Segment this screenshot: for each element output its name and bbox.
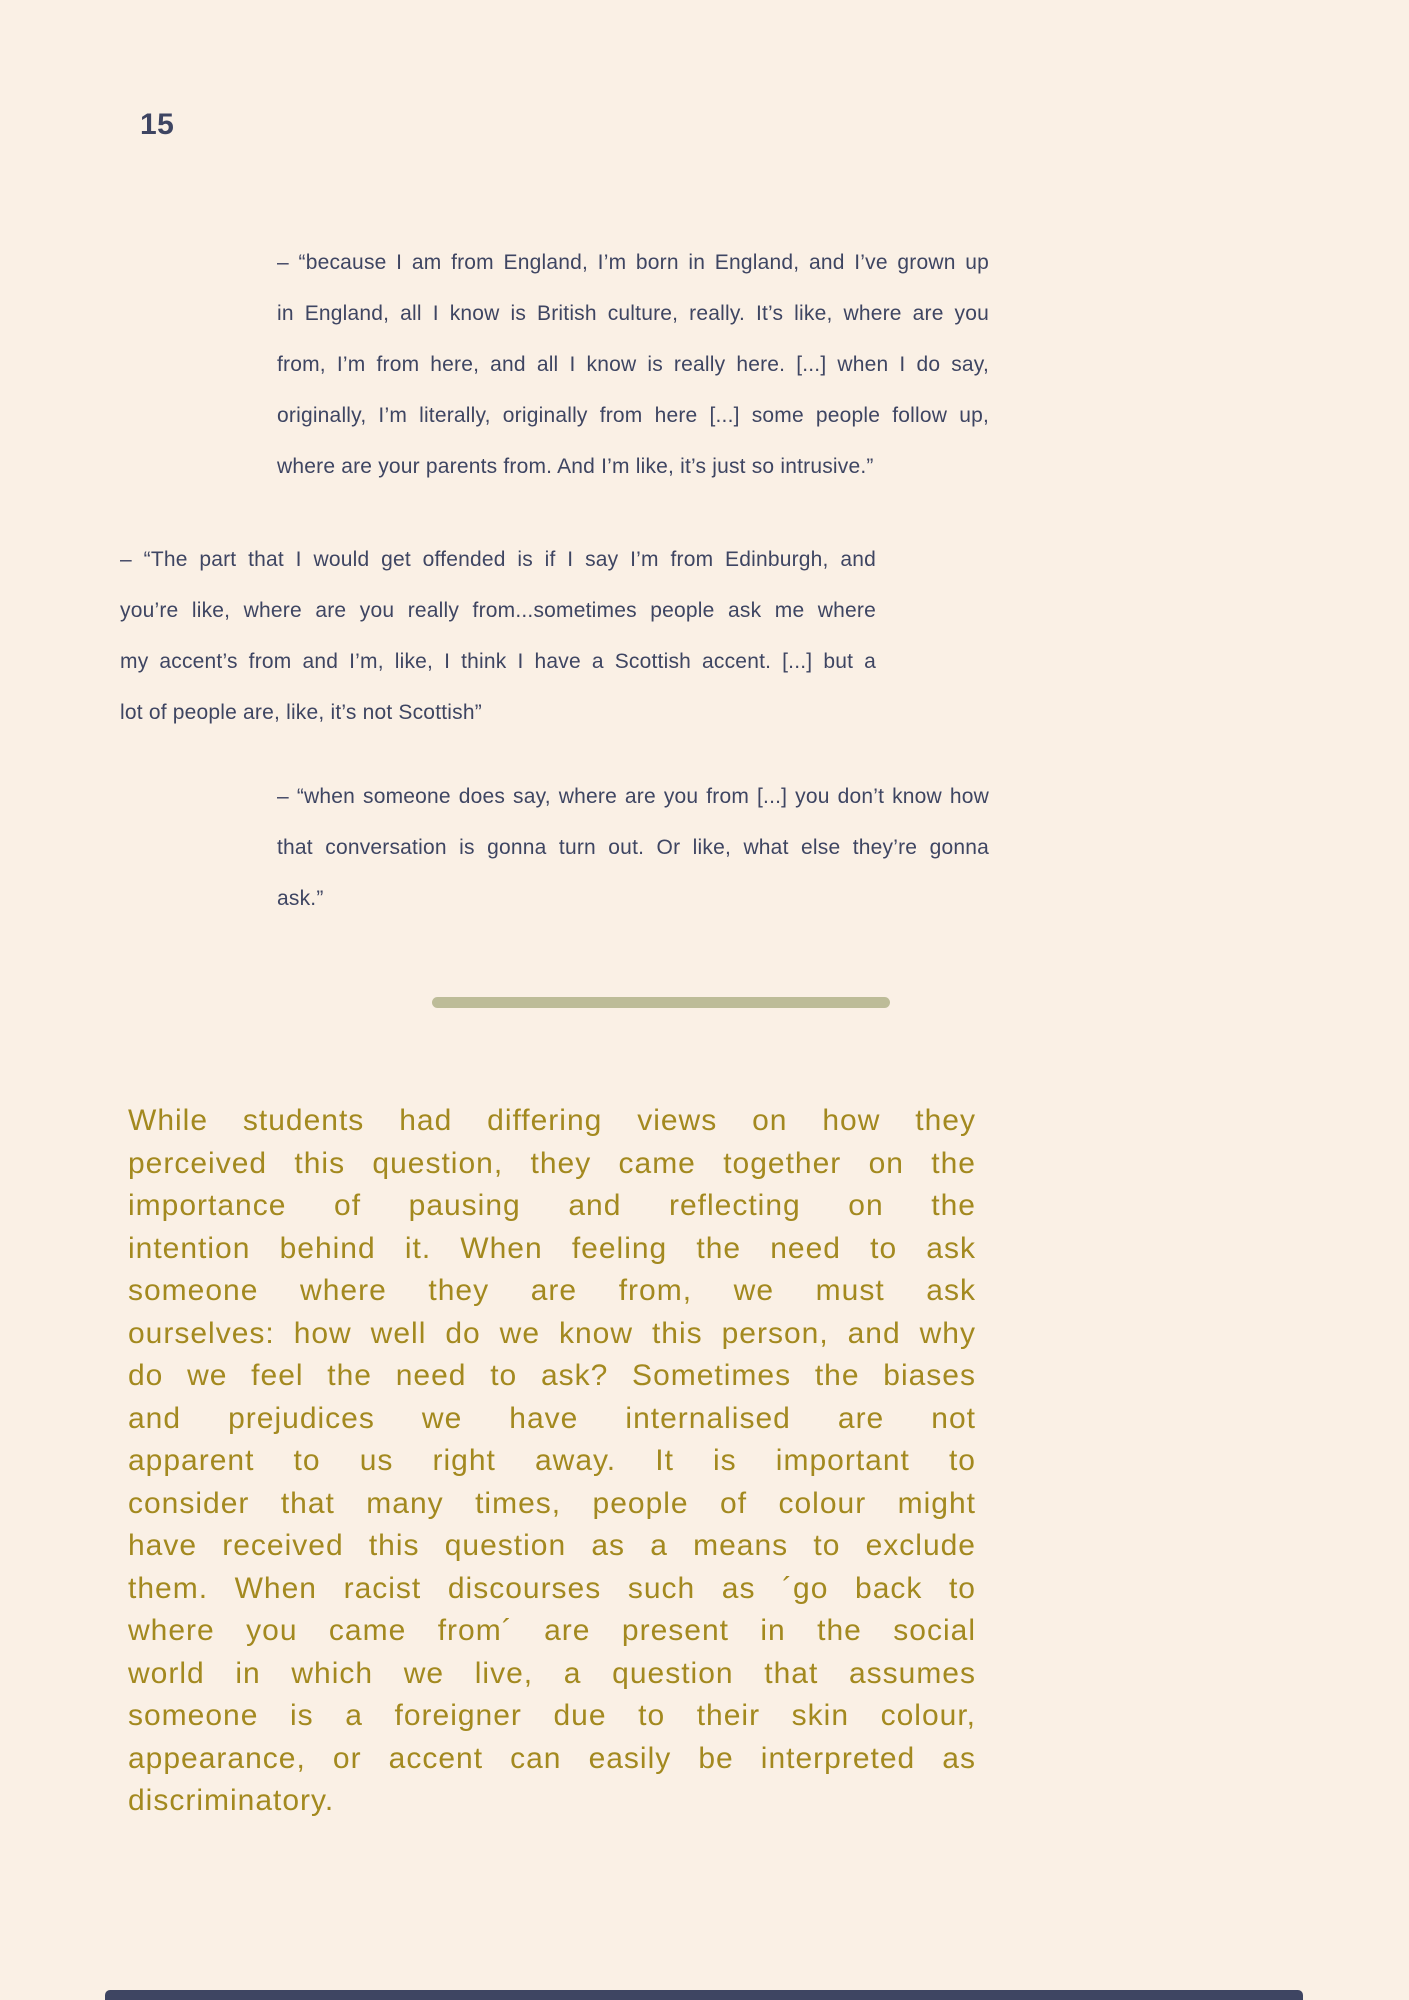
footer-bar: [105, 1990, 1303, 2000]
text-line: – “because I am from England, I’m born in England, and I’ve grown up: [277, 251, 989, 274]
text-line: have received this question as a means to exclude: [128, 1529, 976, 1562]
text-line: do we feel the need to ask? Sometimes the biases: [128, 1359, 976, 1392]
text-line: lot of people are, like, it’s not Scottish”: [120, 701, 482, 724]
text-line: that conversation is gonna turn out. Or like, what else they’re gonna: [277, 836, 989, 859]
text-line: perceived this question, they came together on the: [128, 1146, 976, 1180]
quote-block-england: [277, 237, 989, 492]
text-line: – “The part that I would get offended is if I say I’m from Edinburgh, and: [120, 548, 876, 571]
text-line: appearance, or accent can easily be interpreted as: [128, 1741, 976, 1775]
text-line: from, I’m from here, and all I know is really here. [...] when I do say,: [277, 353, 989, 376]
text-line: apparent to us right away. It is important to: [128, 1444, 976, 1477]
divider-line: [432, 997, 890, 1008]
text-line: world in which we live, a question that assumes: [128, 1656, 976, 1690]
text-line: someone is a foreigner due to their skin colour,: [128, 1699, 976, 1732]
text-line: where are your parents from. And I’m like, it’s just so intrusive.”: [277, 455, 874, 478]
text-line: originally, I’m literally, originally from here [...] some people follow up,: [277, 404, 989, 427]
text-line: consider that many times, people of colour might: [128, 1486, 976, 1520]
text-line: and prejudices we have internalised are not: [128, 1401, 976, 1435]
text-line: ourselves: how well do we know this person, and why: [128, 1316, 976, 1350]
text-line: intention behind it. When feeling the need to ask: [128, 1231, 976, 1265]
text-line: you’re like, where are you really from...sometimes people ask me where: [120, 599, 876, 622]
text-line: ask.”: [277, 887, 324, 910]
text-line: someone where they are from, we must ask: [128, 1274, 976, 1307]
text-line: where you came from´ are present in the social: [128, 1614, 976, 1647]
quote-block-conversation: [277, 771, 989, 924]
text-line: importance of pausing and reflecting on the: [128, 1189, 976, 1222]
body-paragraph: [128, 1100, 976, 1823]
text-line: While students had differing views on how they: [128, 1104, 976, 1137]
quote-block-edinburgh: [120, 534, 876, 738]
text-line: my accent’s from and I’m, like, I think I have a Scottish accent. [...] but a: [120, 650, 876, 673]
text-line: them. When racist discourses such as ´go back to: [128, 1571, 976, 1605]
page-number: 15: [140, 108, 175, 141]
text-line: – “when someone does say, where are you from [...] you don’t know how: [277, 785, 989, 808]
text-line: discriminatory.: [128, 1784, 335, 1817]
text-line: in England, all I know is British culture, really. It’s like, where are you: [277, 302, 989, 325]
